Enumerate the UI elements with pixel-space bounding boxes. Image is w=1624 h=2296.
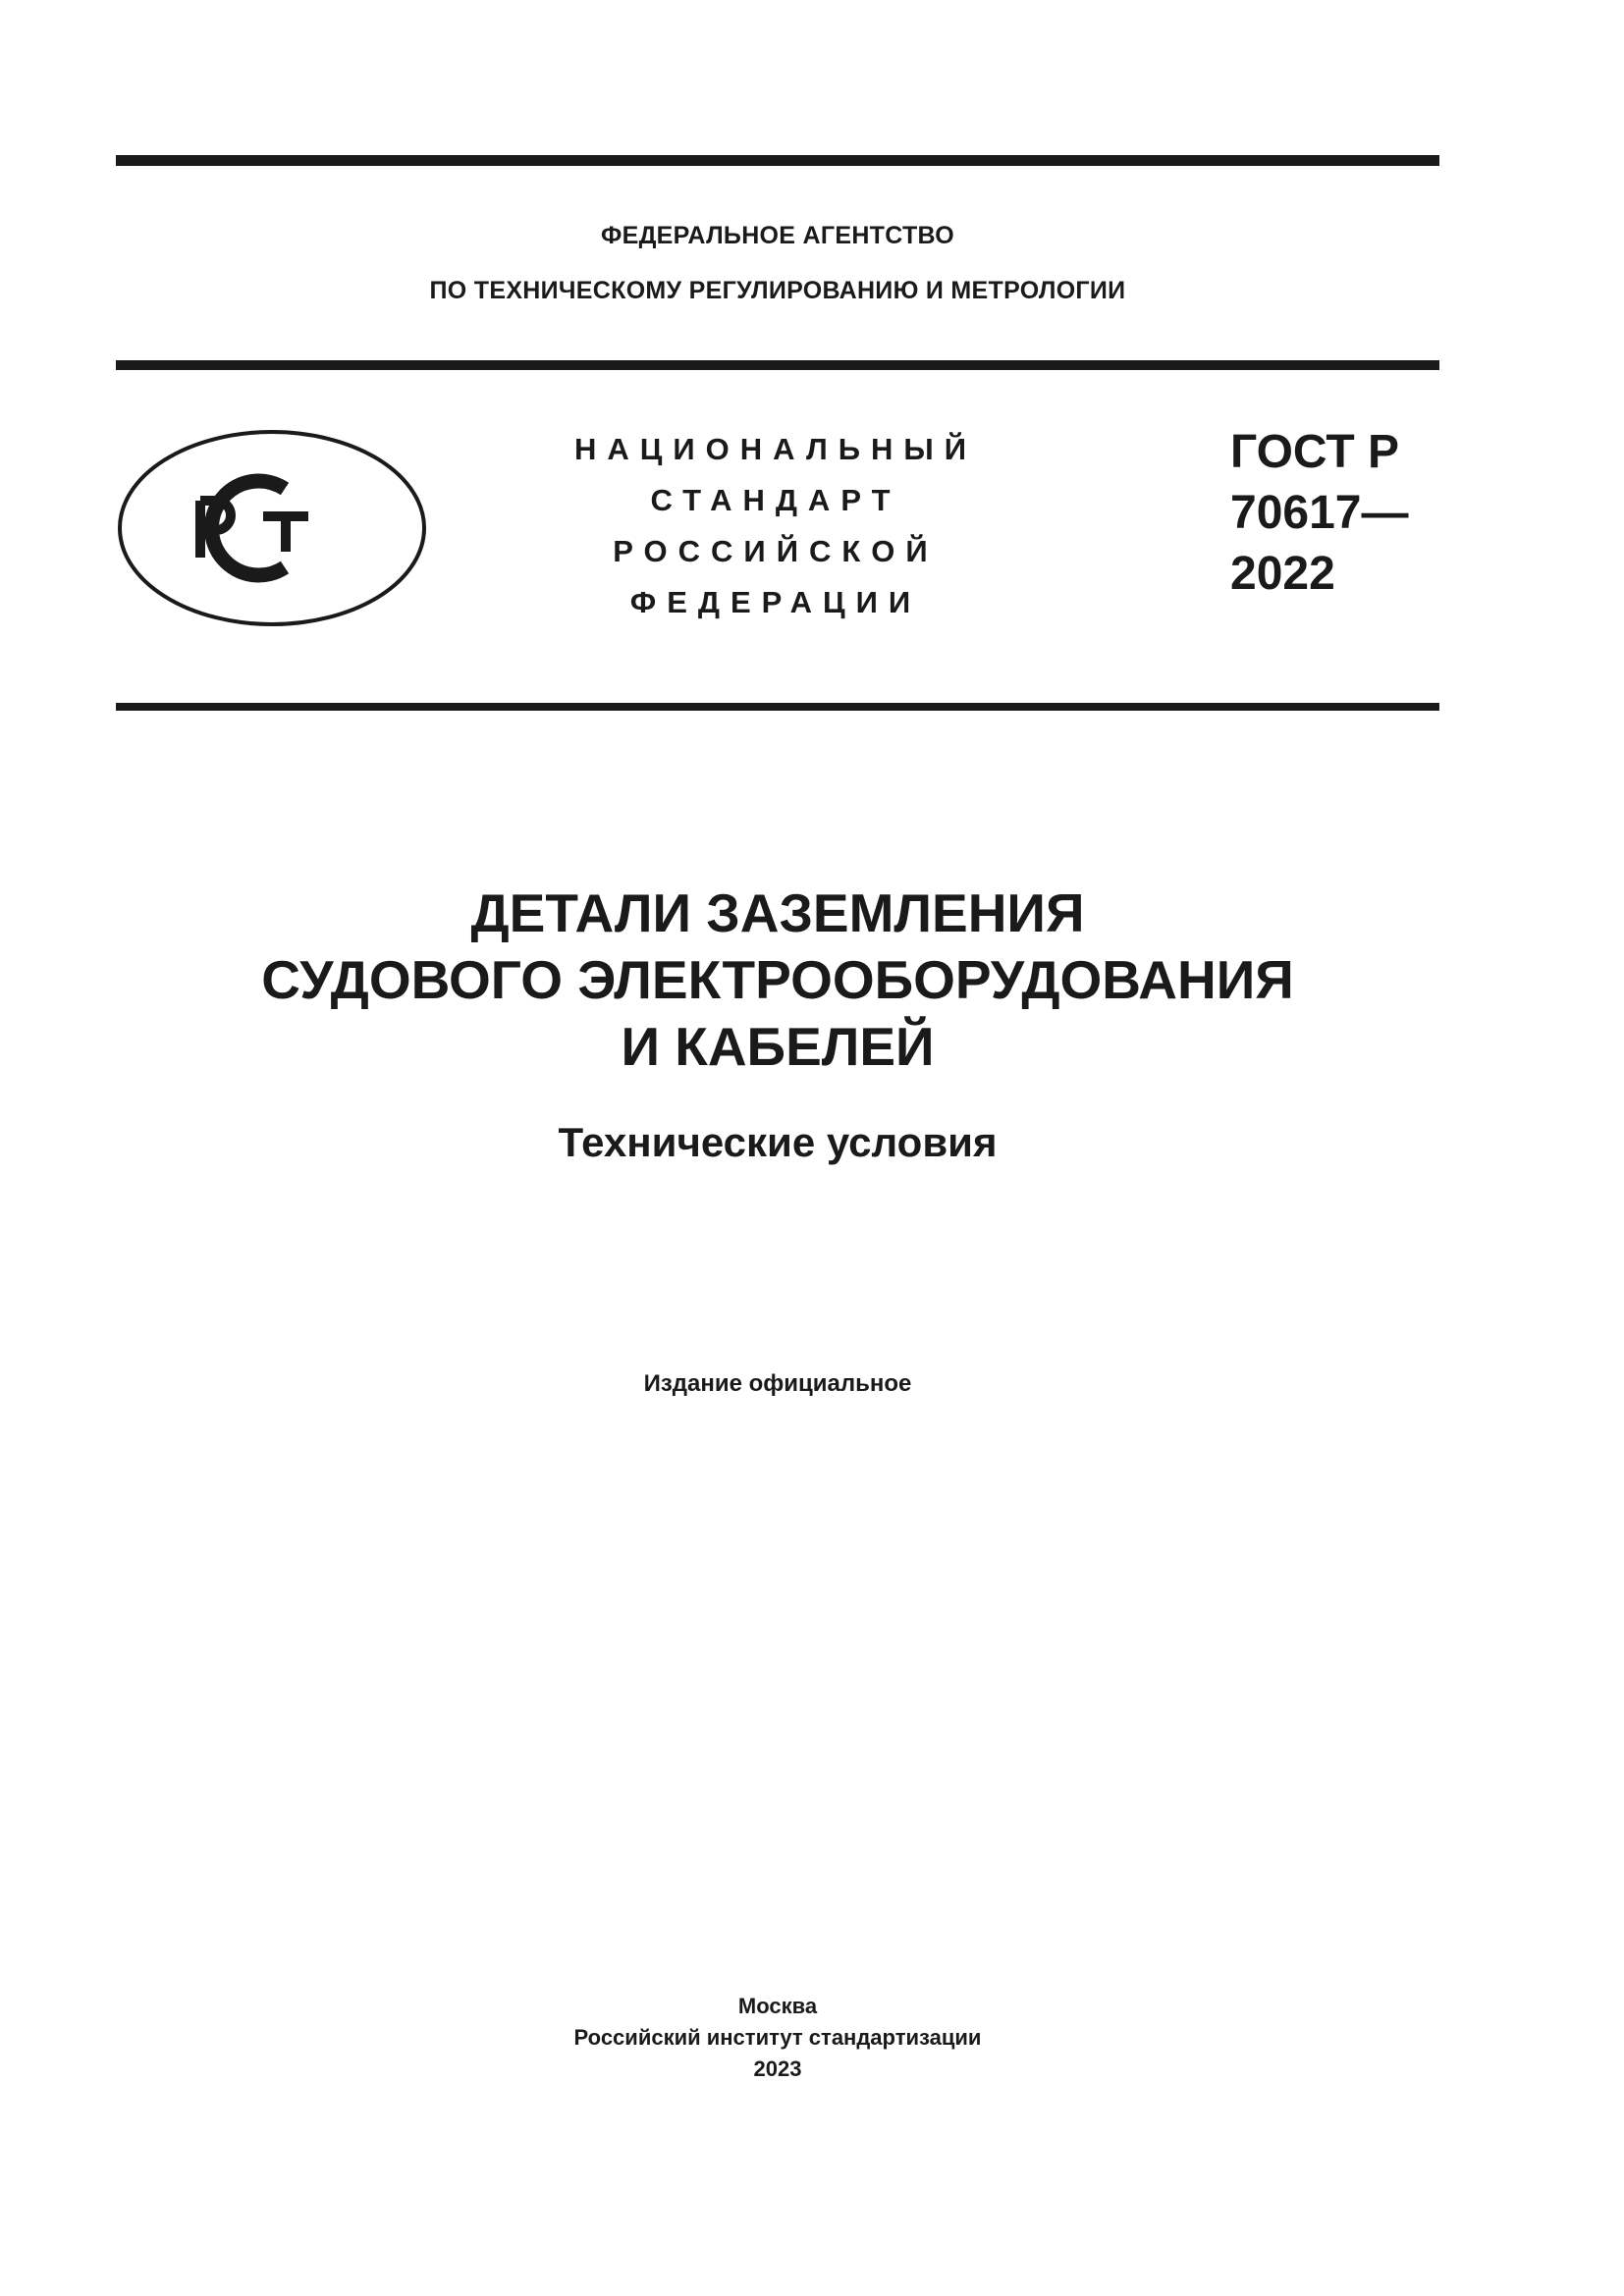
bottom-rule	[116, 703, 1439, 711]
designation-line-2: 70617—	[1230, 487, 1409, 539]
document-title	[116, 880, 1439, 1080]
national-standard-line-4: ФЕДЕРАЦИИ	[629, 585, 922, 619]
title-line-2: СУДОВОГО ЭЛЕКТРООБОРУДОВАНИЯ	[261, 949, 1294, 1010]
standard-designation	[1230, 422, 1408, 605]
top-rule	[116, 155, 1439, 166]
national-standard-line-3: РОССИЙСКОЙ	[613, 534, 939, 568]
national-standard-line-2: СТАНДАРТ	[650, 483, 901, 517]
agency-line-1: ФЕДЕРАЛЬНОЕ АГЕНТСТВО	[600, 222, 955, 249]
publisher-city: Москва	[737, 1994, 818, 2018]
middle-rule	[116, 360, 1439, 370]
designation-line-3: 2022	[1230, 548, 1335, 600]
publisher-institute: Российский институт стандартизации	[573, 2025, 982, 2050]
document-subtitle: Технические условия	[558, 1119, 998, 1165]
national-standard-block	[550, 424, 1001, 628]
edition-note: Издание официальное	[643, 1370, 912, 1397]
national-standard-line-1: НАЦИОНАЛЬНЫЙ	[573, 432, 978, 466]
agency-line-2: ПО ТЕХНИЧЕСКОМУ РЕГУЛИРОВАНИЮ И МЕТРОЛОГИИ	[429, 277, 1126, 304]
rst-certification-mark-icon	[116, 428, 428, 628]
publisher-year: 2023	[753, 2056, 802, 2081]
designation-line-1: ГОСТ Р	[1230, 426, 1400, 478]
title-line-3: И КАБЕЛЕЙ	[621, 1016, 935, 1077]
title-line-1: ДЕТАЛИ ЗАЗЕМЛЕНИЯ	[470, 882, 1085, 943]
publisher-block	[116, 1991, 1439, 2085]
